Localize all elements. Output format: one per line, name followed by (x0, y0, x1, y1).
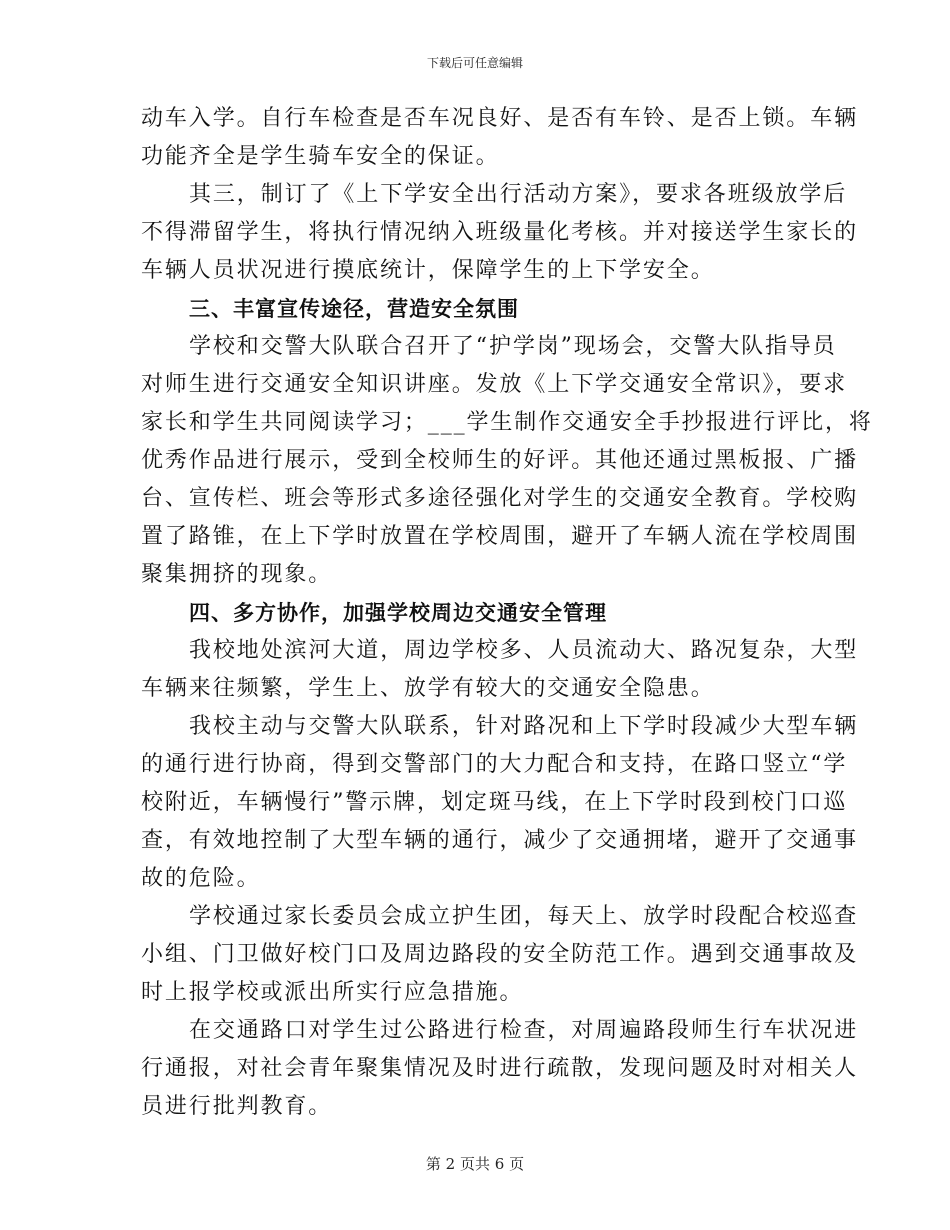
text-line: 小组、门卫做好校门口及周边路段的安全防范工作。遇到交通事故及 (141, 942, 859, 967)
text-line: 时上报学校或派出所实行应急措施。 (141, 980, 524, 1005)
text-line: 在交通路口对学生过公路进行检查，对周遍路段师生行车状况进 (189, 1018, 859, 1043)
text-line: 对师生进行交通安全知识讲座。发放《上下学交通安全常识》，要求 (141, 372, 848, 397)
page-footer: 第 2 页共 6 页 (425, 1155, 525, 1173)
text-line: 功能齐全是学生骑车安全的保证。 (141, 144, 500, 169)
text-line: 不得滞留学生，将执行情况纳入班级量化考核。并对接送学生家长的 (141, 220, 859, 245)
text-line: 车辆人员状况进行摸底统计，保障学生的上下学安全。 (141, 258, 715, 283)
text-line: 聚集拥挤的现象。 (141, 562, 333, 587)
text-line: 我校地处滨河大道，周边学校多、人员流动大、路况复杂，大型 (189, 638, 859, 663)
text-line: 车辆来往频繁，学生上、放学有较大的交通安全隐患。 (141, 676, 715, 701)
text-line: 其三，制订了《上下学安全出行活动方案》，要求各班级放学后 (189, 182, 848, 207)
text-line: 学校和交警大队联合召开了“护学岗”现场会，交警大队指导员 (189, 334, 837, 359)
text-line: 我校主动与交警大队联系，针对路况和上下学时段减少大型车辆 (189, 714, 859, 739)
text-line: 优秀作品进行展示，受到全校师生的好评。其他还通过黑板报、广播 (141, 448, 859, 473)
text-line: 家长和学生共同阅读学习；___学生制作交通安全手抄报进行评比，将 (141, 410, 873, 435)
text-line: 学校通过家长委员会成立护生团，每天上、放学时段配合校巡查 (189, 904, 859, 929)
section-heading: 四、多方协作，加强学校周边交通安全管理 (189, 601, 607, 625)
page-header: 下载后可任意编辑 (426, 56, 523, 70)
document-body (141, 100, 873, 1126)
text-line: 置了路锥，在上下学时放置在学校周围，避开了车辆人流在学校周围 (141, 524, 859, 549)
text-line: 故的危险。 (141, 866, 261, 891)
text-line: 台、宣传栏、班会等形式多途径强化对学生的交通安全教育。学校购 (141, 486, 859, 511)
text-line: 员进行批判教育。 (141, 1094, 333, 1119)
section-heading: 三、丰富宣传途径，营造安全氛围 (189, 297, 519, 321)
text-line: 的通行进行协商，得到交警部门的大力配合和支持，在路口竖立“学 (141, 752, 848, 777)
text-line: 动车入学。自行车检查是否车况良好、是否有车铃、是否上锁。车辆 (141, 106, 859, 131)
text-line: 查，有效地控制了大型车辆的通行，减少了交通拥堵，避开了交通事 (141, 828, 859, 853)
text-line: 行通报，对社会青年聚集情况及时进行疏散，发现问题及时对相关人 (141, 1056, 859, 1081)
text-line: 校附近，车辆慢行”警示牌，划定斑马线，在上下学时段到校门口巡 (141, 790, 848, 815)
